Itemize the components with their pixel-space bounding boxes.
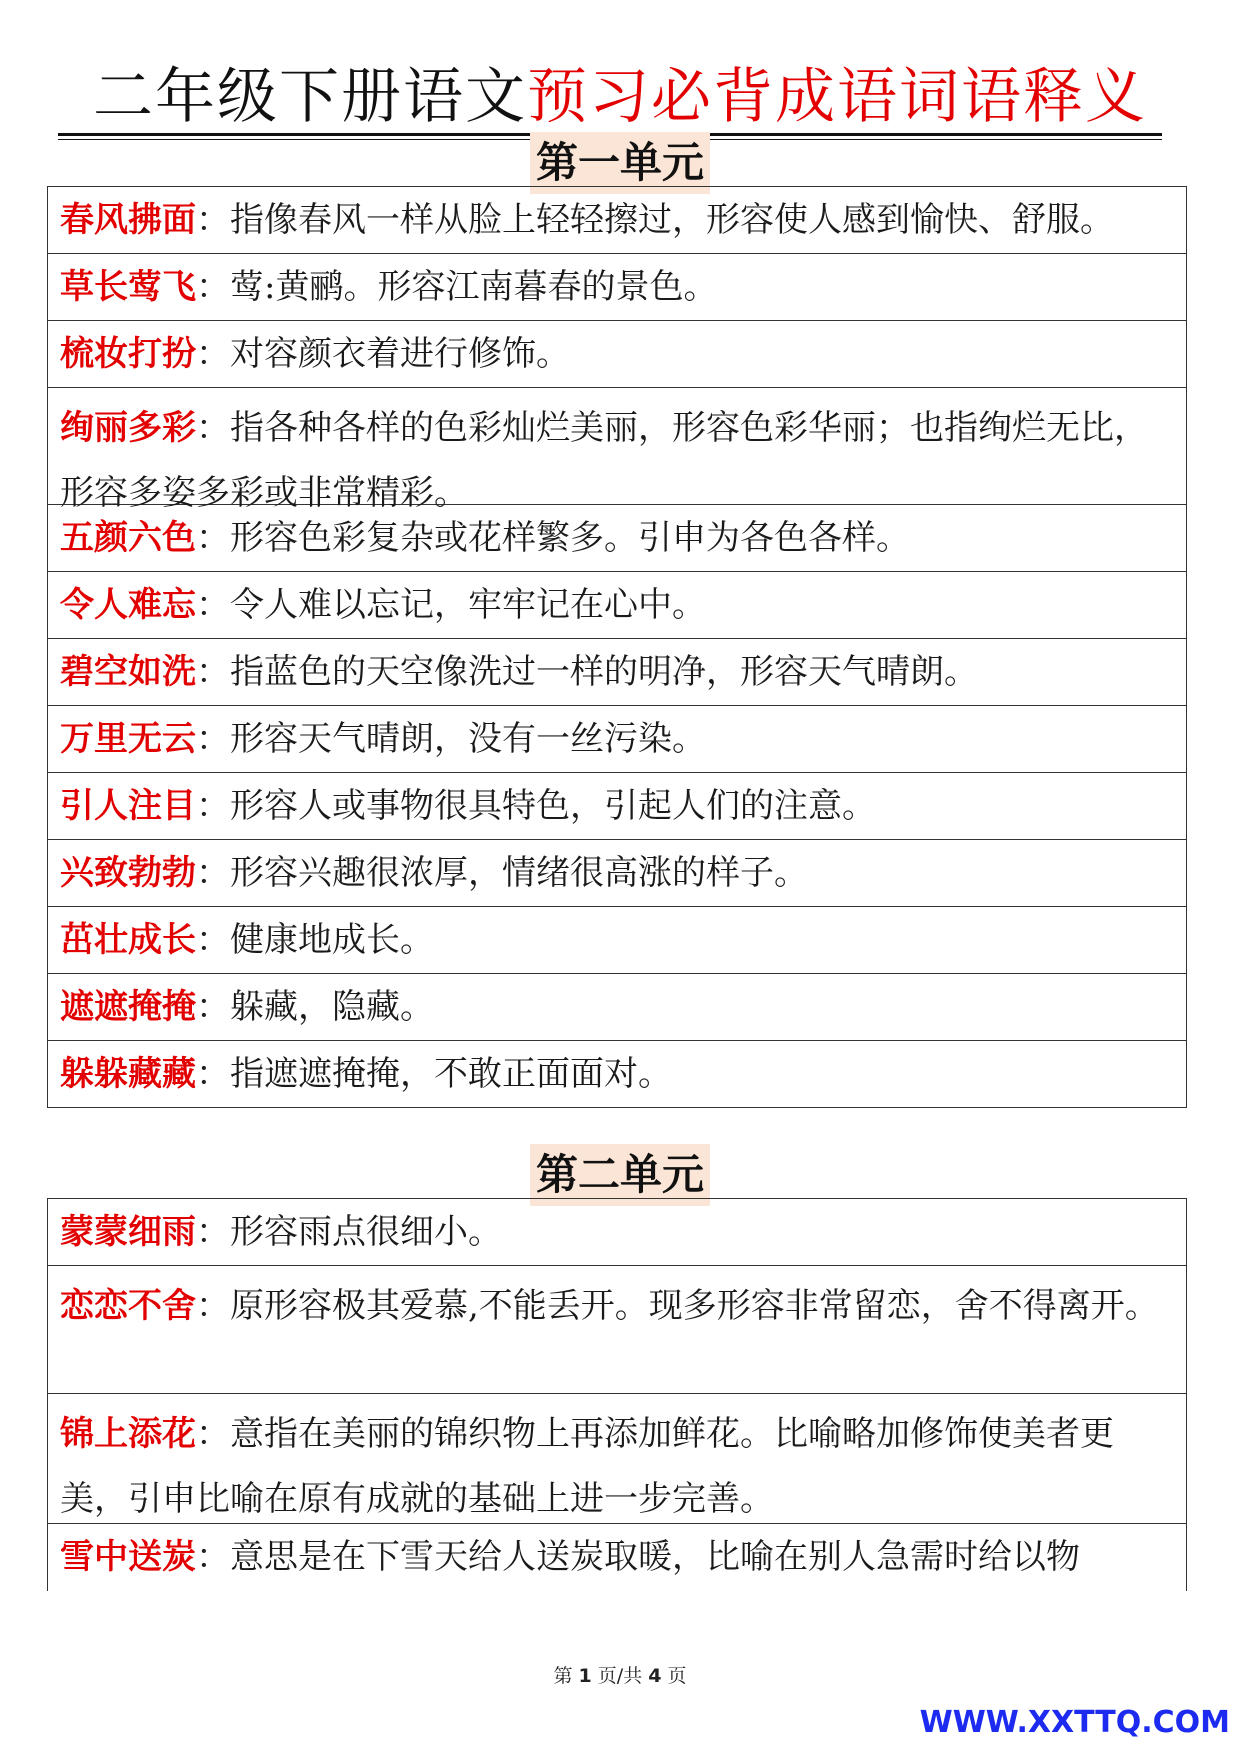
table-row — [48, 321, 1186, 388]
colon: ： — [196, 1212, 230, 1252]
colon: ： — [196, 408, 230, 448]
site-watermark: WWW.XXTTQ.COM — [919, 1705, 1230, 1740]
idiom-definition: 躲藏，隐藏。 — [230, 987, 434, 1027]
table-row — [48, 505, 1186, 572]
idiom-term: 恋恋不舍 — [60, 1286, 196, 1326]
unit-heading-1: 第一单元 — [0, 132, 1240, 194]
unit-2-table — [47, 1198, 1187, 1591]
table-row — [48, 974, 1186, 1041]
colon: ： — [196, 1537, 230, 1577]
colon: ： — [196, 719, 230, 759]
table-row — [48, 1199, 1186, 1266]
idiom-term: 梳妆打扮 — [60, 334, 196, 374]
idiom-term: 万里无云 — [60, 719, 196, 759]
idiom-term: 躲躲藏藏 — [60, 1054, 196, 1094]
idiom-term: 引人注目 — [60, 786, 196, 826]
colon: ： — [196, 786, 230, 826]
idiom-term: 碧空如洗 — [60, 652, 196, 692]
idiom-term: 春风拂面 — [60, 200, 196, 240]
idiom-definition: 对容颜衣着进行修饰。 — [230, 334, 570, 374]
idiom-definition: 指蓝色的天空像洗过一样的明净，形容天气晴朗。 — [230, 652, 978, 692]
table-row — [48, 572, 1186, 639]
table-row — [48, 840, 1186, 907]
idiom-term: 蒙蒙细雨 — [60, 1212, 196, 1252]
idiom-definition: 意思是在下雪天给人送炭取暖，比喻在别人急需时给以物 — [230, 1537, 1080, 1577]
idiom-term: 遮遮掩掩 — [60, 987, 196, 1027]
table-row — [48, 639, 1186, 706]
colon: ： — [196, 585, 230, 625]
colon: ： — [196, 334, 230, 374]
table-row — [48, 773, 1186, 840]
colon: ： — [196, 853, 230, 893]
table-row — [48, 388, 1186, 513]
idiom-term: 茁壮成长 — [60, 920, 196, 960]
idiom-definition: 莺:黄鹂。形容江南暮春的景色。 — [230, 267, 718, 307]
idiom-definition: 形容色彩复杂或花样繁多。引申为各色各样。 — [230, 518, 910, 558]
colon: ： — [196, 267, 230, 307]
idiom-definition: 形容人或事物很具特色，引起人们的注意。 — [230, 786, 876, 826]
table-row — [48, 1266, 1186, 1394]
unit-1-table — [47, 186, 1187, 1108]
page-title-red: 预习必背成语词语释义 — [527, 62, 1147, 132]
idiom-definition: 形容兴趣很浓厚，情绪很高涨的样子。 — [230, 853, 808, 893]
colon: ： — [196, 652, 230, 692]
idiom-definition: 指各种各样的色彩灿烂美丽，形容色彩华丽；也指绚烂无比，形容多姿多彩或非常精彩。 — [60, 408, 1148, 513]
idiom-term: 绚丽多彩 — [60, 408, 196, 448]
unit-2-table-clip — [47, 1198, 1187, 1595]
idiom-definition: 令人难以忘记，牢牢记在心中。 — [230, 585, 706, 625]
colon: ： — [196, 200, 230, 240]
table-row — [48, 254, 1186, 321]
table-row — [48, 1394, 1186, 1524]
idiom-definition: 意指在美丽的锦织物上再添加鲜花。比喻略加修饰使美者更美，引申比喻在原有成就的基础上进一步完善。 — [60, 1414, 1114, 1519]
table-row — [48, 907, 1186, 974]
idiom-term: 雪中送炭 — [60, 1537, 196, 1577]
page-title — [0, 62, 1240, 132]
idiom-term: 五颜六色 — [60, 518, 196, 558]
unit-heading-2: 第二单元 — [0, 1144, 1240, 1206]
idiom-definition: 指遮遮掩掩，不敢正面面对。 — [230, 1054, 672, 1094]
colon: ： — [196, 1054, 230, 1094]
colon: ： — [196, 518, 230, 558]
page-footer: 第 1 页/共 4 页 — [553, 1665, 687, 1687]
idiom-definition: 形容天气晴朗，没有一丝污染。 — [230, 719, 706, 759]
idiom-definition: 指像春风一样从脸上轻轻擦过，形容使人感到愉快、舒服。 — [230, 200, 1114, 240]
page-total: 4 — [648, 1665, 662, 1687]
idiom-definition: 健康地成长。 — [230, 920, 434, 960]
table-row — [48, 706, 1186, 773]
colon: ： — [196, 1286, 230, 1326]
idiom-term: 兴致勃勃 — [60, 853, 196, 893]
colon: ： — [196, 920, 230, 960]
page-number: 1 — [578, 1665, 592, 1687]
page-title-black: 二年级下册语文 — [93, 62, 527, 132]
idiom-term: 草长莺飞 — [60, 267, 196, 307]
idiom-definition: 形容雨点很细小。 — [230, 1212, 502, 1252]
idiom-term: 令人难忘 — [60, 585, 196, 625]
idiom-term: 锦上添花 — [60, 1414, 196, 1454]
table-row — [48, 187, 1186, 254]
idiom-definition: 原形容极其爱慕,不能丢开。现多形容非常留恋，舍不得离开。 — [230, 1286, 1159, 1326]
colon: ： — [196, 1414, 230, 1454]
table-row — [48, 1041, 1186, 1108]
table-row — [48, 1524, 1186, 1591]
colon: ： — [196, 987, 230, 1027]
